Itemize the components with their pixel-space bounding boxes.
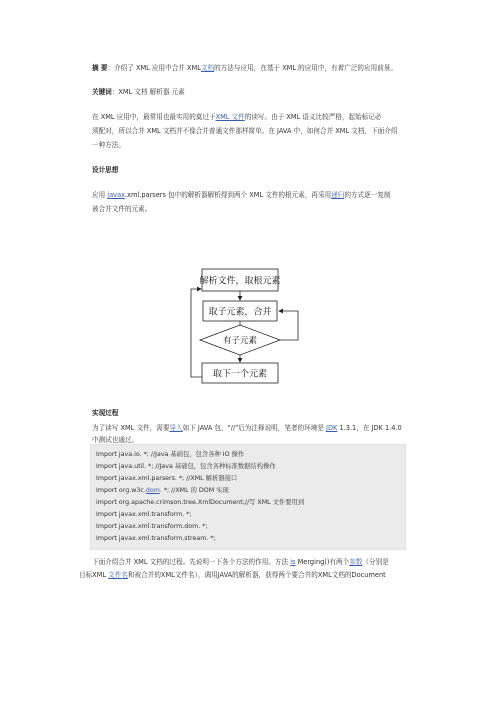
intro-text-b: 的读写。由于 XML 语义比较严格，起始标记必: [244, 113, 382, 121]
intro-text-a: 在 XML 应用中，最常用也最实用的莫过于: [92, 113, 216, 121]
impl-text-c: 1.3.1，在 JDK 1.4.0: [337, 424, 402, 432]
closing-text-e: 和被合并的XML文件名），调用JAVA的解析器，获得两个要合并的XML文档的Document: [127, 571, 386, 579]
impl-link-import[interactable]: 导入: [169, 424, 183, 432]
design-link-recursion[interactable]: 递归: [331, 191, 345, 199]
closing-line-1: [92, 556, 389, 568]
impl-line-1: [92, 422, 402, 434]
impl-line-2: 中测试也通过。: [92, 436, 139, 444]
intro-link-xml-file[interactable]: XML 文件: [215, 113, 245, 121]
flow-box-merge-label: 取子元素，合并: [208, 307, 272, 318]
design-text-a: 应用: [92, 191, 108, 199]
abstract-text-b: 的方法与应用，在基于 XML 的应用中，有着广泛的应用前景。: [214, 64, 397, 72]
design-heading: 设计思想: [92, 166, 119, 174]
abstract-link-document[interactable]: 文档: [200, 64, 215, 72]
flowchart: [180, 258, 330, 398]
keywords-line: [92, 86, 185, 98]
design-link-javax[interactable]: javax: [107, 191, 126, 199]
intro-line-1: [92, 111, 382, 123]
flow-yes-arrow: [279, 311, 298, 340]
intro-line-3: 一种方法。: [92, 141, 125, 149]
closing-text-c: （分别是: [362, 558, 389, 566]
implementation-heading: 实现过程: [92, 409, 119, 417]
code-block: [90, 444, 406, 550]
design-line-1: [92, 189, 391, 201]
abstract-text-a: ：介绍了 XML 应用中合并 XML: [107, 64, 201, 72]
abstract-line: [92, 62, 397, 74]
closing-link-is[interactable]: is: [290, 558, 296, 566]
code-line: Import java.io. *; //Java 基础包，包含各种 IO 操作: [96, 451, 245, 458]
intro-line-2: 须配对，所以合并 XML 文档并不像合并普通文件那样简单。在 JAVA 中，如何合并 XML 文档，下面介绍: [92, 127, 398, 135]
code-line: Import javax.xml.transform.stream. *;: [96, 535, 216, 542]
closing-text-a: 下面介绍合并 XML 文档的过程。先说明一下各个方法的作用。方法: [92, 558, 291, 566]
code-line: Import java.util. *; //Java 基础包，包含各种标准数据结构操作: [96, 463, 276, 470]
impl-link-jdk[interactable]: JDK: [326, 424, 338, 432]
code-link-dom[interactable]: dom: [145, 487, 160, 494]
closing-text-d: 目标XML: [79, 571, 109, 579]
flow-decision-label: 有子元素: [222, 336, 258, 346]
design-line-2: 被合并文件的元素。: [92, 205, 152, 213]
impl-text-a: 为了读写 XML 文件，需要: [92, 424, 170, 432]
design-text-c: 的方式逐一复制: [344, 191, 391, 199]
flow-box-parse-label: 解析文件，取根元素: [199, 276, 281, 287]
code-line-dom: Import org.w3c.dom. *; //XML 的 DOM 实现: [96, 487, 229, 494]
code-line: import org.apache.crimson.tree.XmlDocument;//写 XML 文件要用到: [96, 499, 305, 506]
closing-line-2: [79, 569, 386, 581]
keywords-label: 关键词: [92, 88, 112, 96]
code-line: Import javax.xml.transform. *;: [96, 511, 192, 518]
design-text-b: .xml.parsers 包中的解析器解析得到两个 XML 文件的根元素，再采用: [125, 191, 332, 199]
closing-text-b: Merging()有两个: [295, 558, 350, 566]
flow-box-next-label: 取下一个元素: [212, 369, 268, 380]
impl-text-b: 如下 JAVA 包，"//"后为注释说明，笔者的环境是: [182, 424, 327, 432]
closing-link-params[interactable]: 参数: [349, 558, 363, 566]
code-line: Import javax.xml.parsers. *; //XML 解析器接口: [96, 475, 238, 482]
keywords-text: ：XML 文档 解析器 元素: [111, 88, 185, 96]
code-line: Import javax.xml.transform.dom. *;: [96, 523, 208, 530]
abstract-label: 摘 要: [92, 64, 108, 72]
closing-link-filename[interactable]: 文件名: [108, 571, 128, 579]
